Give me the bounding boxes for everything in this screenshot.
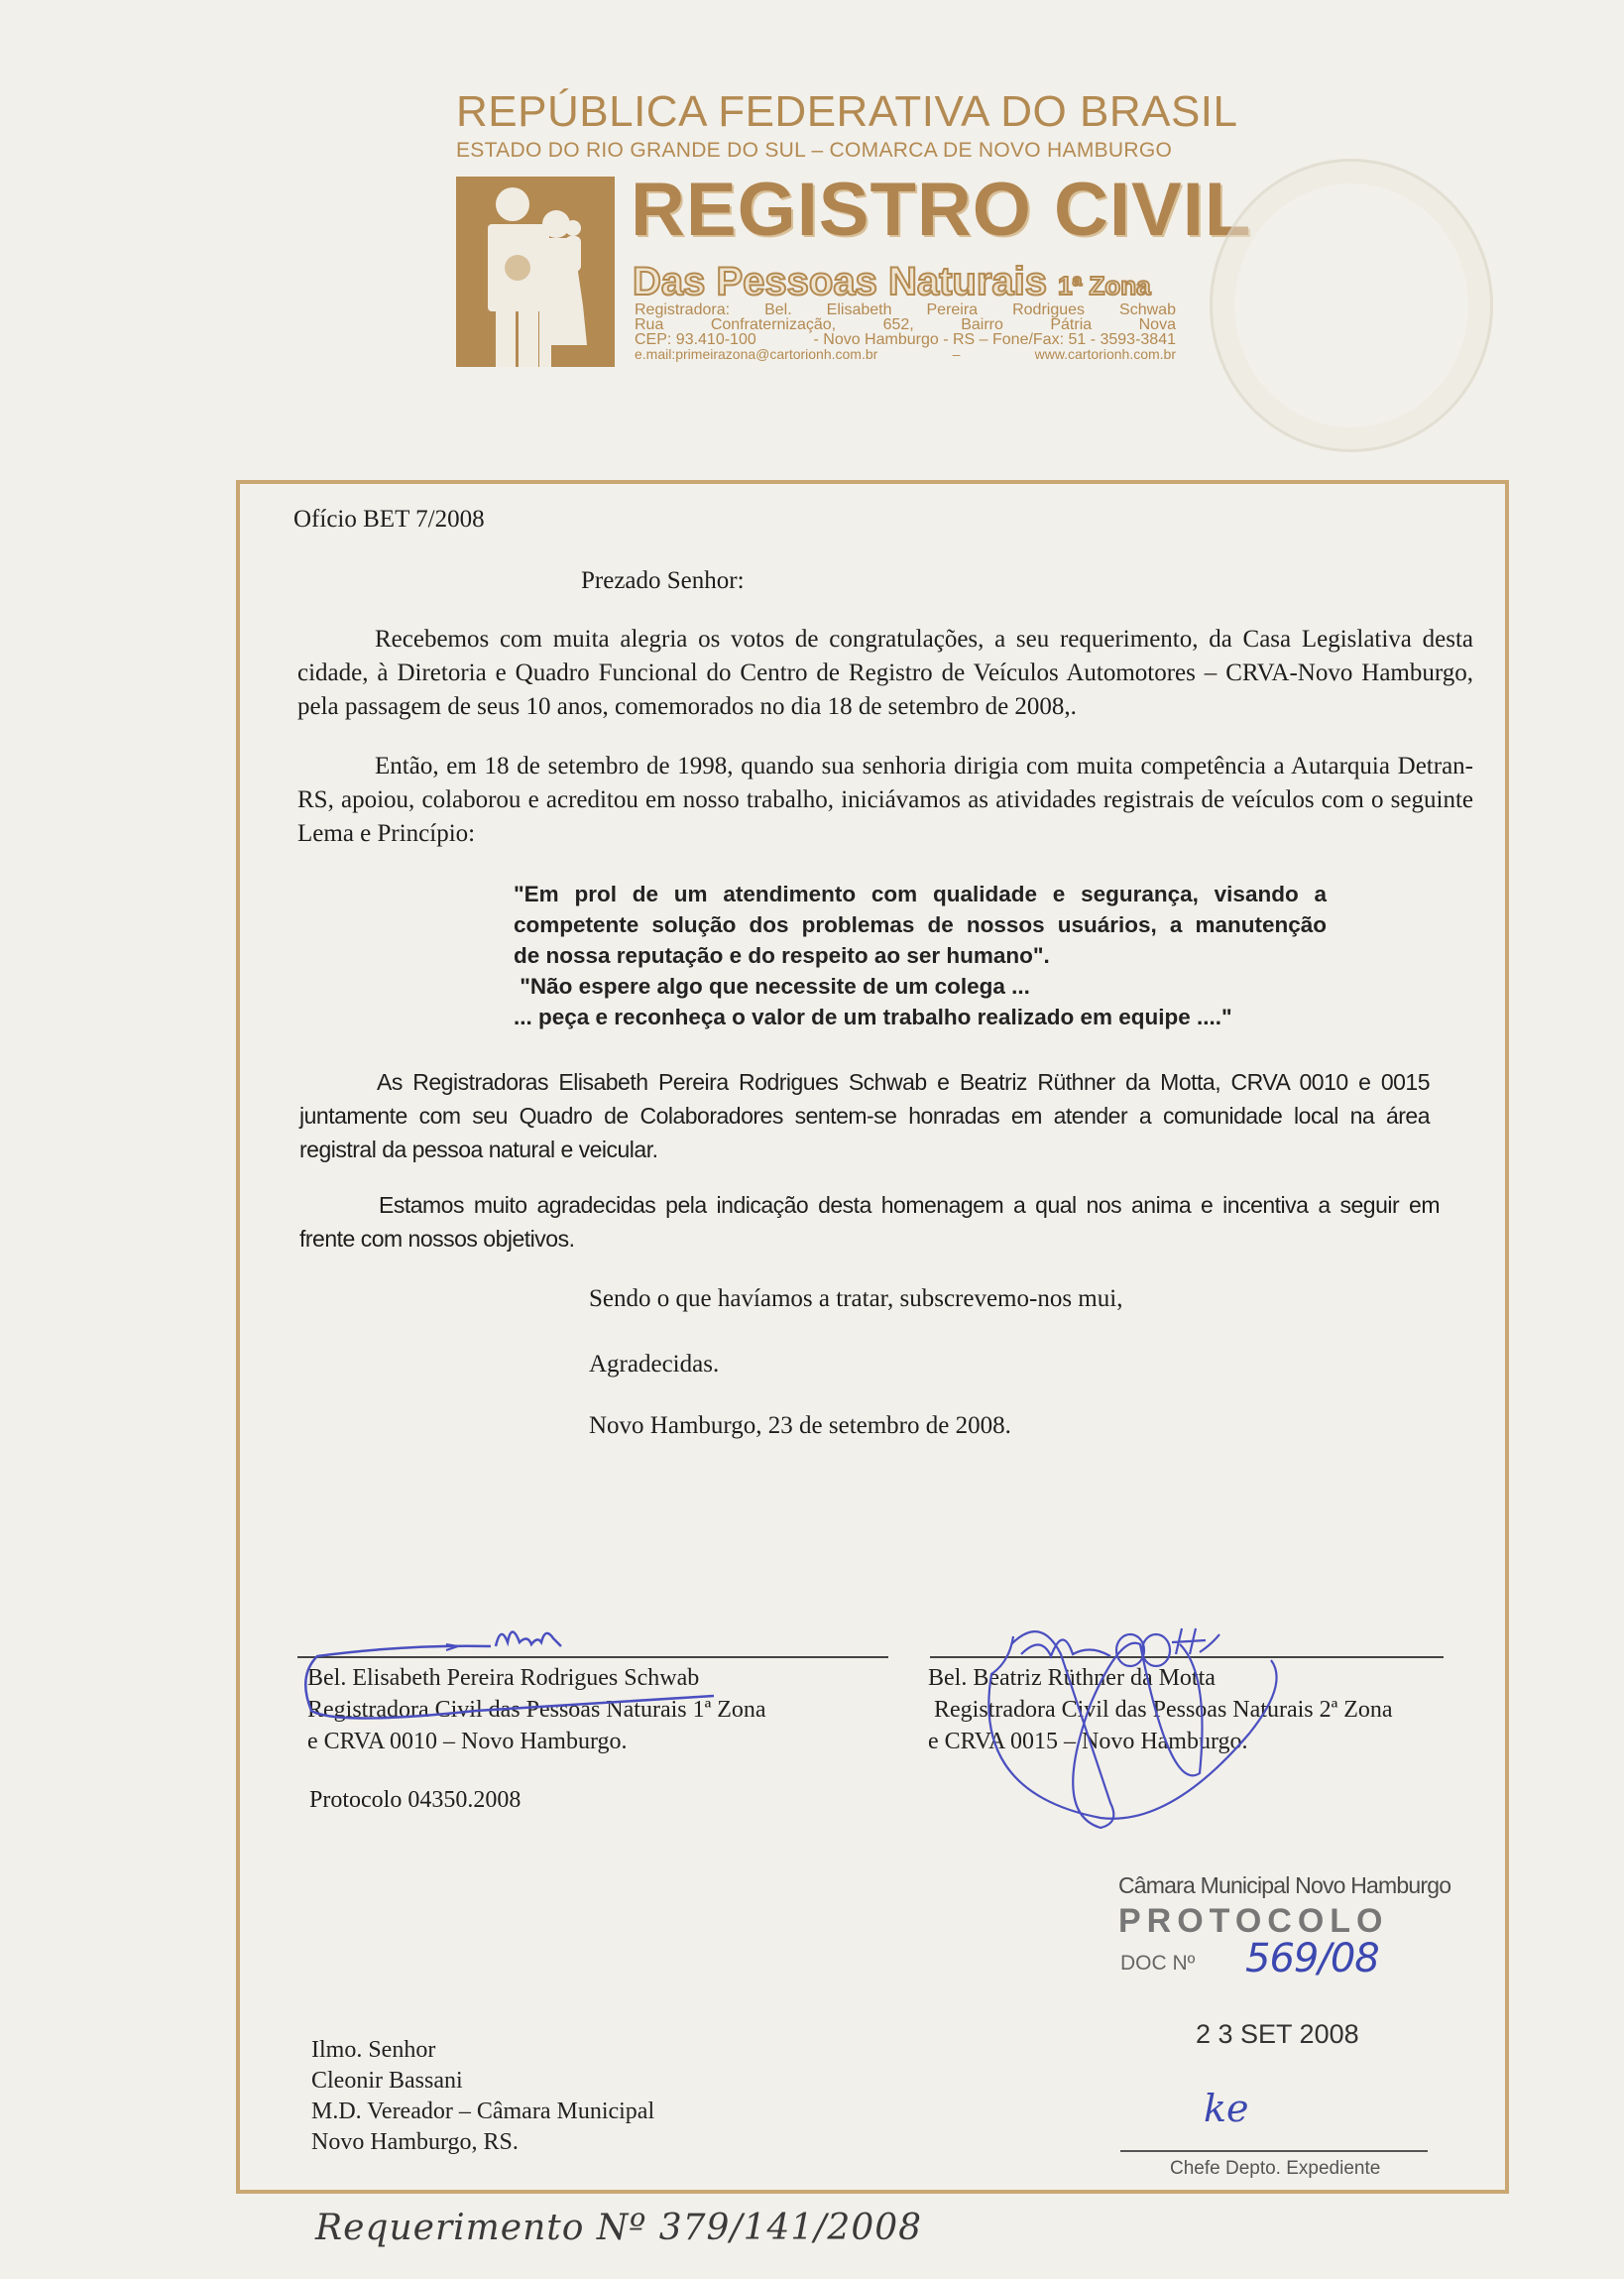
place-date: Novo Hamburgo, 23 de setembro de 2008. [589, 1412, 1011, 1439]
signer-name: Bel. Elisabeth Pereira Rodrigues Schwab [307, 1665, 700, 1691]
recipient-name: Cleonir Bassani [311, 2068, 463, 2094]
website-link[interactable]: www.cartorionh.com.br [1034, 346, 1176, 362]
letterhead-contact-info [635, 302, 1176, 362]
paragraph-2-text: Então, em 18 de setembro de 1998, quando sua senhoria dirigia com muita competência a Autarquia Detran-RS, apoiou, colaborou e acreditou em nosso trabalho, iniciávamos as atividades registrais de veículos com o seguinte Lema e Princípio: [297, 753, 1473, 847]
brand-subtitle-text: Das Pessoas Naturais [633, 260, 1048, 303]
signer-title: Registradora Civil das Pessoas Naturais 1ª Zona [307, 1697, 766, 1723]
handwritten-signature-1 [297, 1617, 892, 1736]
info-word: Rodrigues [1012, 301, 1086, 318]
letterhead-title: REPÚBLICA FEDERATIVA DO BRASIL [456, 87, 1238, 136]
info-word: Bel. [764, 301, 792, 318]
signer-title: Registradora Civil das Pessoas Naturais 2ª Zona [928, 1697, 1393, 1723]
info-line-cep-phone [635, 332, 1176, 347]
closing-thanks: Agradecidas. [589, 1351, 720, 1378]
stamp-signature-line [1120, 2150, 1428, 2152]
brand-zone: 1ª Zona [1058, 271, 1151, 300]
signer-name: Bel. Beatriz Rüthner da Motta [928, 1665, 1216, 1691]
recipient-address [311, 2035, 654, 2158]
email-link[interactable]: e.mail:primeirazona@cartorionh.com.br [635, 346, 878, 362]
info-line-address [635, 317, 1176, 332]
info-word: Bairro [961, 316, 1003, 333]
info-word: Elisabeth [826, 301, 892, 318]
stamp-doc-label: DOC Nº [1120, 1952, 1196, 1975]
handwritten-signature-2 [952, 1615, 1408, 1892]
letterhead-brand-subtitle [633, 260, 1151, 304]
info-line-email-web [635, 347, 1176, 362]
quote-line: de nossa reputação e do respeito ao ser humano". [514, 943, 1050, 968]
closing-line: Sendo o que havíamos a tratar, subscrevemo-nos mui, [589, 1285, 1123, 1312]
info-line-registrar [635, 302, 1176, 317]
info-word: CEP: 93.410-100 [635, 331, 756, 348]
stamp-org: Câmara Municipal Novo Hamburgo [1118, 1872, 1451, 1898]
info-separator: – [952, 346, 961, 362]
protocol-stamp [1118, 1872, 1455, 2190]
recipient-city: Novo Hamburgo, RS. [311, 2129, 519, 2155]
recipient-title: M.D. Vereador – Câmara Municipal [311, 2099, 655, 2124]
signer-office: e CRVA 0015 – Novo Hamburgo. [928, 1729, 1248, 1754]
embossed-seal-icon [1210, 159, 1493, 452]
info-word: 652, [882, 316, 914, 333]
info-word: - Novo Hamburgo - RS – Fone/Fax: 51 - 3593-3841 [813, 331, 1176, 348]
stamp-date: 2 3 SET 2008 [1196, 2019, 1359, 2049]
info-word: Confraternização, [710, 316, 837, 333]
stamp-title: PROTOCOLO [1118, 1902, 1389, 1940]
stamp-footer: Chefe Depto. Expediente [1170, 2158, 1381, 2179]
letter-reference: Ofício BET 7/2008 [293, 506, 485, 533]
quote-line: "Não espere algo que necessite de um colega ... [514, 974, 1030, 999]
paragraph-3-text: As Registradoras Elisabeth Pereira Rodrigues Schwab e Beatriz Rüthner da Motta, CRVA 0010 e 0015 juntamente com seu Quadro de Colaboradores sentem-se honradas em atender a comunidade local na área registral da pessoa natural e veicular. [299, 1069, 1430, 1162]
letterhead-subtitle: ESTADO DO RIO GRANDE DO SUL – COMARCA DE NOVO HAMBURGO [456, 139, 1173, 162]
info-word: Nova [1138, 316, 1176, 333]
protocol-number: Protocolo 04350.2008 [309, 1787, 522, 1813]
paragraph-1-text: Recebemos com muita alegria os votos de congratulações, a seu requerimento, da Casa Legislativa desta cidade, à Diretoria e Quadro Funcional do Centro de Registro de Veículos Automotores – CRVA-Novo Hamburgo, pela passagem de seus 10 anos, comemorados no dia 18 de setembro de 2008,. [297, 626, 1473, 720]
info-word: Pátria [1050, 316, 1093, 333]
paragraph-4 [299, 1188, 1440, 1256]
paragraph-4-text: Estamos muito agradecidas pela indicação desta homenagem a qual nos anima e incentiva a seguir em frente com nossos objetivos. [299, 1192, 1440, 1252]
info-word: Pereira [926, 301, 979, 318]
info-word: Schwab [1119, 301, 1176, 318]
letter-salutation: Prezado Senhor: [581, 567, 745, 594]
quote-line: "Em prol de um atendimento com qualidade e segurança, visando a [514, 882, 1327, 906]
stamp-doc-number: 569/08 [1245, 1936, 1379, 1981]
paragraph-3 [299, 1065, 1430, 1166]
motto-quote [514, 879, 1327, 1032]
paragraph-1 [297, 623, 1473, 724]
stamp-initials: ke [1204, 2087, 1249, 2130]
quote-line: ... peça e reconheça o valor de um trabalho realizado em equipe ...." [514, 1005, 1232, 1029]
quote-line: competente solução dos problemas de nossos usuários, a manutenção [514, 912, 1327, 937]
letterhead-brand: REGISTRO CIVIL [631, 168, 1252, 252]
recipient-salutation: Ilmo. Senhor [311, 2037, 436, 2063]
paragraph-2 [297, 750, 1473, 851]
info-word: Registradora: [635, 301, 731, 318]
family-icon [456, 177, 615, 367]
signer-office: e CRVA 0010 – Novo Hamburgo. [307, 1729, 628, 1754]
handwritten-note: Requerimento Nº 379/141/2008 [315, 2208, 923, 2248]
info-word: Rua [635, 316, 664, 333]
